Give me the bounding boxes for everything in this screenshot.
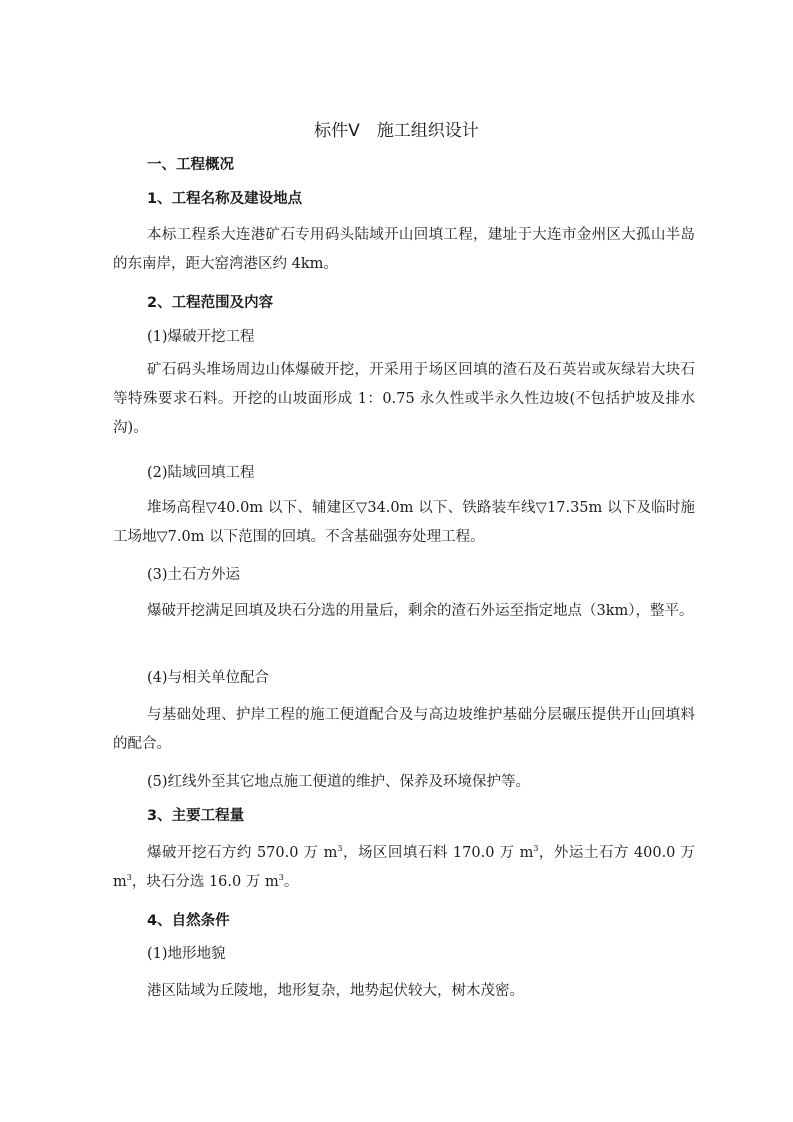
unit-exponent: 3 xyxy=(337,844,343,854)
unit-exponent: 3 xyxy=(278,873,284,883)
item-label-terrain: (1)地形地貌 xyxy=(147,946,226,962)
subsection-heading-scope: 2、工程范围及内容 xyxy=(147,295,274,311)
subsection-heading-natural-conditions: 4、自然条件 xyxy=(147,913,230,929)
subsection-heading-quantities: 3、主要工程量 xyxy=(147,808,245,824)
subsection-heading-name-location: 1、工程名称及建设地点 xyxy=(147,191,303,207)
document-title: 标件Ⅴ 施工组织设计 xyxy=(314,121,479,141)
paragraph-backfill: 堆场高程▽40.0m 以下、辅建区▽34.0m 以下、铁路装车线▽17.35m 以下及临时施工场地▽7.0m 以下范围的回填。不含基础强夯处理工程。 xyxy=(113,500,695,545)
quantity-backfill: ，场区回填石料 170.0 万 m xyxy=(342,845,534,861)
item-label-coordination: (4)与相关单位配合 xyxy=(147,670,270,686)
item-label-blasting: (1)爆破开挖工程 xyxy=(147,329,255,345)
item-label-maintenance: (5)红线外至其它地点施工便道的维护、保养及环境保护等。 xyxy=(147,774,531,790)
quantity-end: 。 xyxy=(283,874,299,890)
paragraph-terrain: 港区陆域为丘陵地，地形复杂，地势起伏较大，树木茂密。 xyxy=(147,983,524,999)
item-label-backfill: (2)陆域回填工程 xyxy=(147,465,255,481)
item-label-transport: (3)土石方外运 xyxy=(147,567,241,583)
quantity-transport: ，外运土石方 400.0 万 m xyxy=(113,845,695,890)
paragraph-coordination: 与基础处理、护岸工程的施工便道配合及与高边坡维护基础分层碾压提供开山回填料的配合。 xyxy=(113,707,695,752)
unit-exponent: 3 xyxy=(533,844,539,854)
section-heading-overview: 一、工程概况 xyxy=(147,157,234,173)
paragraph-name-location: 本标工程系大连港矿石专用码头陆域开山回填工程，建址于大连市金州区大孤山半岛的东南岸，距大窑湾港区约 4km。 xyxy=(113,227,695,272)
paragraph-blasting: 矿石码头堆场周边山体爆破开挖，开采用于场区回填的渣石及石英岩或灰绿岩大块石等特殊要求石料。开挖的山坡面形成 1：0.75 永久性或半永久性边坡(不包括护坡及排水沟)。 xyxy=(113,362,695,436)
paragraph-quantities xyxy=(113,839,695,897)
quantity-sorting: ，块石分选 16.0 万 m xyxy=(131,874,279,890)
unit-exponent: 3 xyxy=(126,873,132,883)
paragraph-transport: 爆破开挖满足回填及块石分选的用量后，剩余的渣石外运至指定地点（3km），整平。 xyxy=(147,603,694,619)
quantity-blasting: 爆破开挖石方约 570.0 万 m xyxy=(147,845,338,861)
